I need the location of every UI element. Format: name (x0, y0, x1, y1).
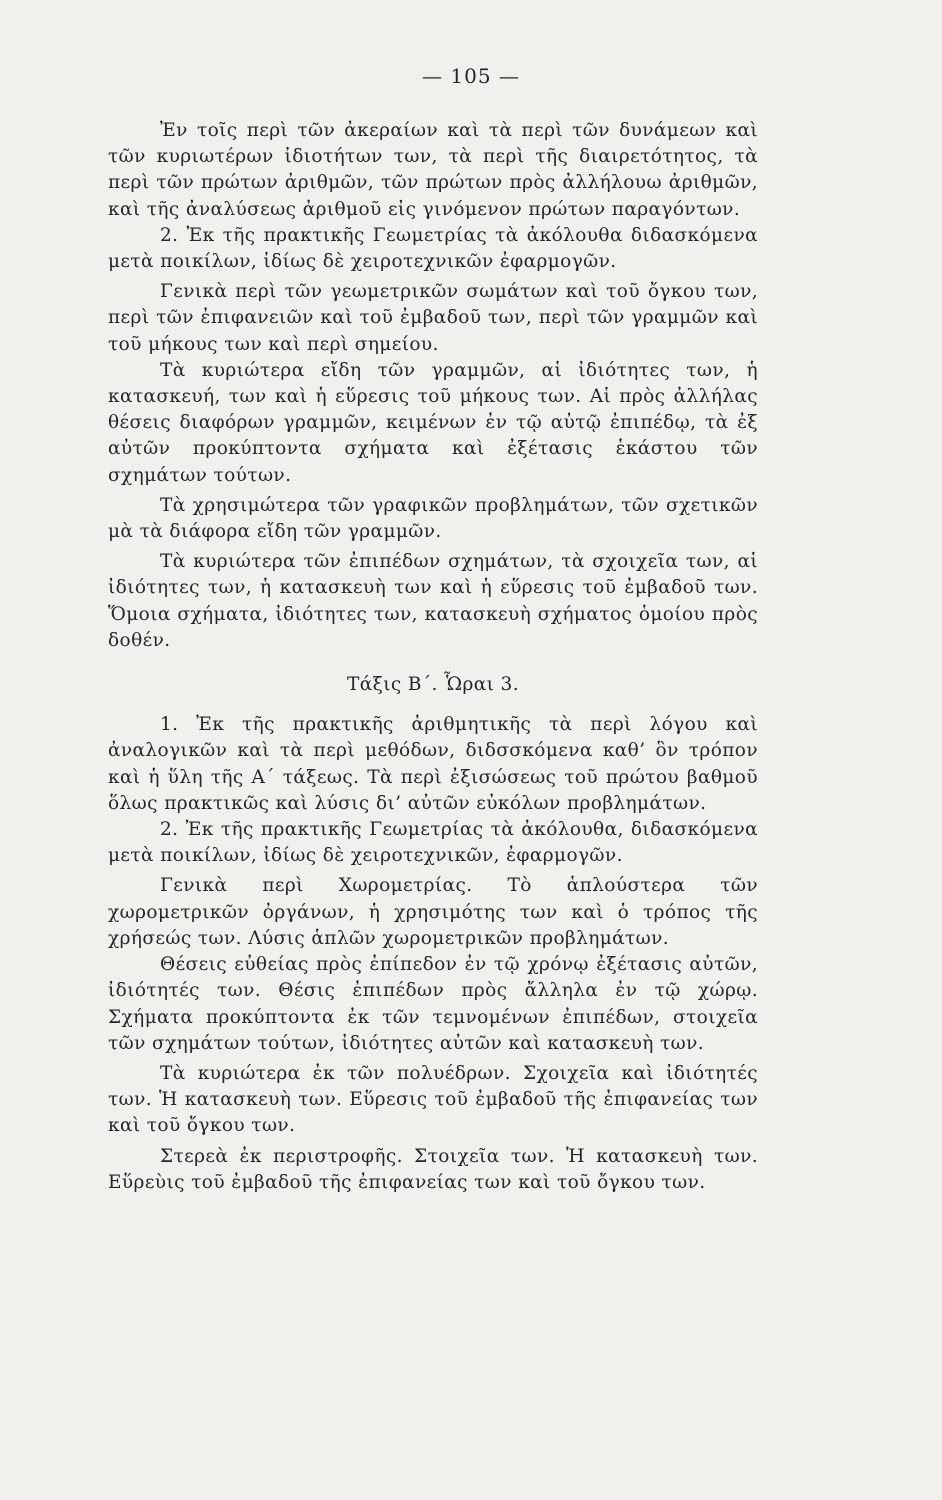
paragraph: 2. Ἐκ τῆς πρακτικῆς Γεωμετρίας τὰ ἀκόλουθα διδασκόμενα μετὰ ποικίλων, ἰδίως δὲ χειροτεχνικῶν ἐφαρμογῶν. (108, 224, 758, 273)
paragraph: Τὰ κυριώτερα τῶν ἐπιπέδων σχημάτων, τὰ σχοιχεῖα των, αἱ ἰδιότητες των, ἡ κατασκευὴ των καὶ ἡ εὕρεσις τοῦ ἐμβαδοῦ των. Ὅμοια σχήματα, ἰδιότητες των, κατασκευὴ σχήματος ὁμοίου πρὸς δοθέν. (108, 551, 758, 651)
paragraph: Γενικὰ περὶ Χωρομετρίας. Τὸ ἁπλούστερα τῶν χωρομετρικῶν ὀργάνων, ἡ χρησιμότης των καὶ ὁ τρόπος τῆς χρήσεώς των. Λύσις ἁπλῶν χωρομετρικῶν προβλημάτων. (108, 875, 758, 949)
paragraph: Στερεὰ ἐκ περιστροφῆς. Στοιχεῖα των. Ἡ κατασκευὴ των. Εὕρεὺις τοῦ ἐμβαδοῦ τῆς ἐπιφανείας των καὶ τοῦ ὄγκου των. (108, 1145, 758, 1193)
paragraph: Τὰ κυριώτερα εἴδη τῶν γραμμῶν, αἱ ἰδιότητες των, ἡ κατασκευή, των καὶ ἡ εὕρεσις τοῦ μήκους των. Αἱ πρὸς ἀλλήλας θέσεις διαφόρων γραμμῶν, κειμένων ἐν τῷ αὐτῷ ἐπιπέδῳ, τὰ ἐξ αὐτῶν προκύπτοντα σχήματα καὶ ἐξέτασις ἑκάστου τῶν σχημάτων τούτων. (108, 359, 758, 486)
paragraph: Τὰ κυριώτερα ἐκ τῶν πολυέδρων. Σχοιχεῖα καὶ ἰδιότητές των. Ἡ κατασκευὴ των. Εὕρεσις τοῦ ἐμβαδοῦ τῆς ἐπιφανείας των καὶ τοῦ ὄγκου των. (108, 1062, 758, 1137)
paragraph: Θέσεις εὐθείας πρὸς ἐπίπεδον ἐν τῷ χρόνῳ ἐξέτασις αὐτῶν, ἰδιότητές των. Θέσις ἐπιπέδων πρὸς ἄλληλα ἐν τῷ χώρῳ. Σχήματα προκύπτοντα ἐκ τῶν τεμνομένων ἐπιπέδων, στοιχεῖα τῶν σχημάτων τούτων, ἰδιότητες αὐτῶν καὶ κατασκευὴ των. (108, 954, 758, 1054)
section-heading: Τάξις Β΄. Ὧραι 3. (346, 674, 520, 696)
paragraph: Ἐν τοῖς περὶ τῶν ἀκεραίων καὶ τὰ περὶ τῶν δυνάμεων καὶ τῶν κυριωτέρων ἰδιοτήτων των, τὰ περὶ τῆς διαιρετότητος, τὰ περὶ τῶν πρώτων ἀριθμῶν, τῶν πρώτων πρὸς ἀλλήλουω ἀριθμῶν, καὶ τῆς ἀναλύσεως ἀριθμοῦ εἰς γινόμενον πρώτων παραγόντων. (108, 120, 758, 220)
paragraph: Τὰ χρησιμώτερα τῶν γραφικῶν προβλημάτων, τῶν σχετικῶν μὰ τὰ διάφορα εἴδη τῶν γραμμῶν. (108, 494, 758, 543)
paragraph: Γενικὰ περὶ τῶν γεωμετρικῶν σωμάτων καὶ τοῦ ὄγκου των, περὶ τῶν ἐπιφανειῶν καὶ τοῦ ἐμβαδοῦ των, περὶ τῶν γραμμῶν καὶ τοῦ μήκους των καὶ περὶ σημείου. (108, 281, 758, 355)
paragraph: 1. Ἐκ τῆς πρακτικῆς ἀριθμητικῆς τὰ περὶ λόγου καὶ ἀναλογικῶν καὶ τὰ περὶ μεθόδων, διδσσκόμενα καθ’ ὃν τρόπον καὶ ἡ ὕλη τῆς Α΄ τάξεως. Τὰ περὶ ἐξισώσεως τοῦ πρώτου βαθμοῦ ὅλως πρακτικῶς καὶ λύσις δι’ αὐτῶν εὐκόλων προβλημάτων. (108, 714, 758, 814)
page-number: — 105 — (422, 64, 520, 88)
page-body (108, 118, 758, 1196)
paragraph: 2. Ἐκ τῆς πρακτικῆς Γεωμετρίας τὰ ἀκόλουθα, διδασκόμενα μετὰ ποικίλων, ἰδίως δὲ χειροτεχνικῶν, ἐφαρμογῶν. (108, 819, 758, 867)
